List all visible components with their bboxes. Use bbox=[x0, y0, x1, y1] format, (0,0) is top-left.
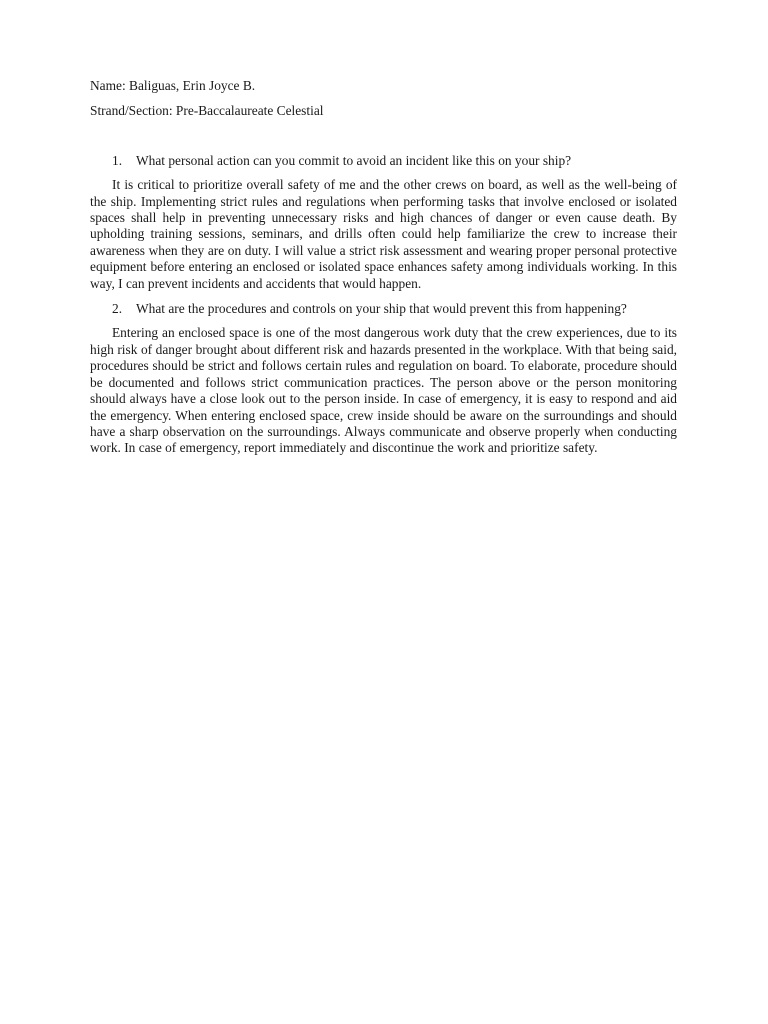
question-2-number: 2. bbox=[112, 301, 123, 317]
document-page bbox=[90, 78, 677, 457]
answer-1: It is critical to prioritize overall safety of me and the other crews on board, as well as the well-being of the ship. Implementing strict rules and regulations when performing tasks that involve enclosed or isolated spaces shall help in preventing unnecessary risks and high chances of danger or even cause death. By upholding training sessions, seminars, and drills often could help familiarize the crew to increase their awareness when they are on duty. I will value a strict risk assessment and wearing proper personal protective equipment before entering an enclosed or isolated space enhances safety among individuals working. In this way, I can prevent incidents and accidents that would happen. bbox=[90, 177, 677, 291]
question-1-text: What personal action can you commit to avoid an incident like this on your ship? bbox=[136, 152, 572, 168]
question-1-number: 1. bbox=[112, 152, 123, 168]
strand-section: Strand/Section: Pre-Baccalaureate Celestial bbox=[90, 103, 324, 119]
question-2-text: What are the procedures and controls on your ship that would prevent this from happening? bbox=[136, 301, 627, 317]
question-1 bbox=[90, 153, 677, 169]
student-name: Name: Baliguas, Erin Joyce B. bbox=[90, 78, 256, 93]
answer-2: Entering an enclosed space is one of the most dangerous work duty that the crew experiences, due to its high risk of danger brought about different risk and hazards presented in the workplace. With that being said, procedures should be strict and follows certain rules and regulation on board. To elaborate, procedure should be documented and follows strict communication practices. The person above or the person monitoring should always have a close look out to the person inside. In case of emergency, it is easy to respond and aid the emergency. When entering enclosed space, crew inside should be aware on the surroundings and should have a sharp observation on the surroundings. Always communicate and observe properly when conducting work. In case of emergency, report immediately and discontinue the work and prioritize safety. bbox=[90, 325, 677, 456]
question-2 bbox=[90, 301, 677, 317]
